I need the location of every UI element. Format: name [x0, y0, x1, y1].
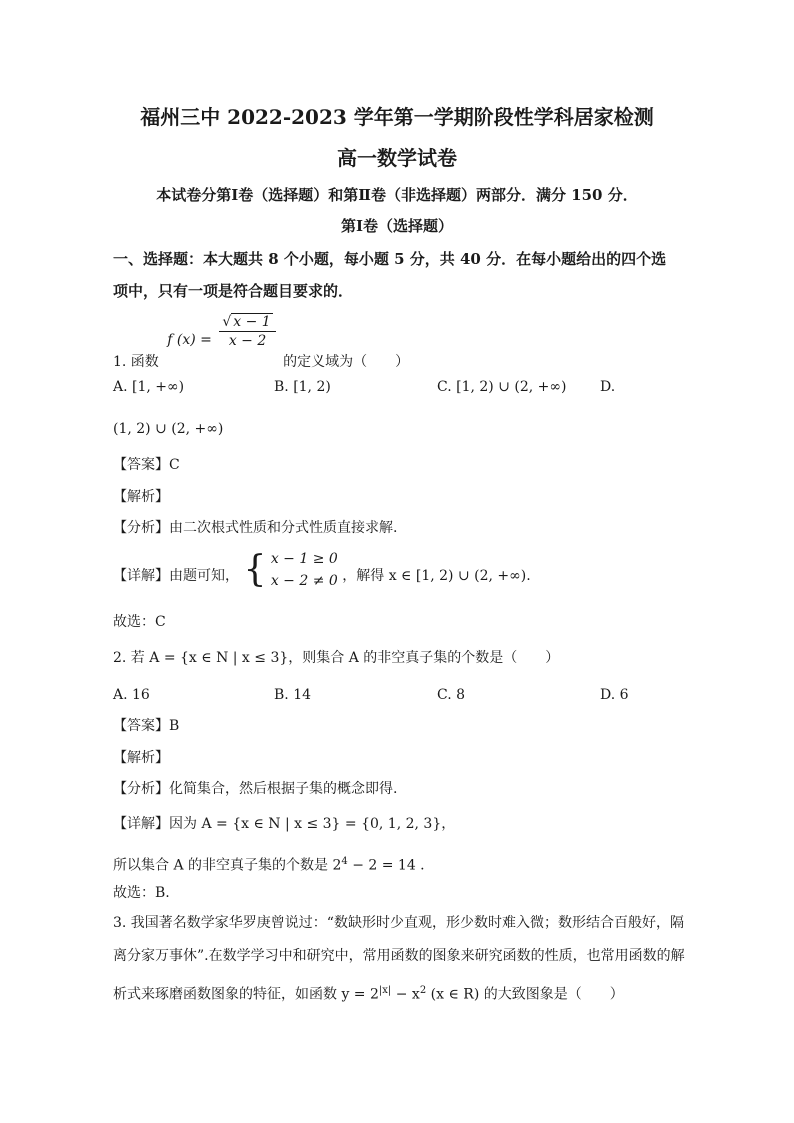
q2-count-exponent: 4 [341, 856, 348, 867]
q1-choose: 故选：C [113, 614, 166, 630]
exam-intro: 本试卷分第Ⅰ卷（选择题）和第Ⅱ卷（非选择题）两部分．满分 150 分． [156, 186, 638, 204]
q1-detail-suffix: ，解得 x ∈ [1, 2) ∪ (2, +∞). [342, 568, 531, 584]
section-instructions-line2: 项中，只有一项是符合题目要求的． [113, 282, 354, 300]
q2-count [113, 853, 425, 875]
question-3-line1: 3. 我国著名数学家华罗庚曾说过：“数缺形时少直观，形少数时难入微；数形结合百般好，隔 [113, 915, 684, 931]
q1-option-d-value: (1, 2) ∪ (2, +∞) [113, 421, 224, 437]
q1-option-d-label: D. [600, 379, 616, 395]
q1-suffix: 的定义域为（ ） [283, 353, 410, 370]
q2-answer: 【答案】B [113, 718, 180, 734]
q3-line3-prefix: 析式来琢磨函数图象的特征，如函数 y = 2 [113, 986, 379, 1003]
exam-title: 福州三中 2022-2023 学年第一学期阶段性学科居家检测 [140, 105, 654, 129]
question-3-line3 [113, 982, 624, 1004]
q3-line3-mid: − x [391, 986, 420, 1003]
q2-count-prefix: 所以集合 A 的非空真子集的个数是 2 [113, 857, 342, 874]
section-instructions-line1: 一、选择题：本大题共 8 个小题，每小题 5 分，共 40 分．在每小题给出的四个选 [113, 250, 667, 268]
q2-option-c: C. 8 [437, 687, 466, 703]
q2-fenxi: 【分析】化简集合，然后根据子集的概念即得. [113, 781, 398, 797]
q1-fenxi: 【分析】由二次根式性质和分式性质直接求解. [113, 520, 398, 536]
q2-choose: 故选：B. [113, 885, 170, 901]
q2-option-d: D. 6 [600, 687, 629, 703]
q3-exponent-square: 2 [419, 985, 427, 996]
q3-exponent-abs: |x| [378, 985, 392, 996]
q1-numerator: x − 1 [233, 314, 271, 330]
q2-option-a: A. 16 [113, 687, 150, 703]
q1-option-a: A. [1, +∞) [113, 379, 185, 395]
q1-denominator: x − 2 [228, 333, 267, 349]
q2-count-suffix: − 2 = 14 . [347, 857, 425, 874]
q1-system-row2: x − 2 ≠ 0 [270, 573, 338, 589]
q1-system-row1: x − 1 ≥ 0 [270, 551, 338, 567]
q1-fraction: $\frac{√ x - 1}{x - 2}$ [219, 313, 275, 350]
part-heading: 第Ⅰ卷（选择题） [340, 217, 454, 235]
q1-option-b: B. [1, 2) [274, 379, 331, 395]
exam-subtitle: 高一数学试卷 [337, 146, 457, 170]
q1-analysis-tag: 【解析】 [113, 489, 169, 505]
q1-system-brace: { [243, 549, 267, 590]
q1-system [271, 548, 338, 592]
question-3-line2: 离分家万事休”.在数学学习中和研究中，常用函数的图象来研究函数的性质，也常用函数的解 [113, 948, 685, 964]
q2-option-b: B. 14 [274, 687, 312, 703]
question-2-stem: 2. 若 A = {x ∈ N | x ≤ 3}，则集合 A 的非空真子集的个数是（ ） [113, 650, 560, 666]
q1-option-c: C. [1, 2) ∪ (2, +∞) [437, 379, 567, 395]
q1-detail [113, 548, 531, 596]
q1-answer: 【答案】C [113, 457, 180, 473]
q1-detail-prefix: 【详解】由题可知， [113, 568, 239, 584]
q1-function-lhs: f (x) = [167, 331, 212, 348]
q2-analysis-tag: 【解析】 [113, 750, 169, 766]
q2-detail: 【详解】因为 A = {x ∈ N | x ≤ 3} = {0, 1, 2, 3}， [113, 816, 456, 832]
question-1-stem [113, 313, 410, 370]
q1-prefix: 1. 函数 [113, 353, 159, 370]
q3-line3-suffix: (x ∈ R) 的大致图象是（ ） [426, 986, 624, 1003]
